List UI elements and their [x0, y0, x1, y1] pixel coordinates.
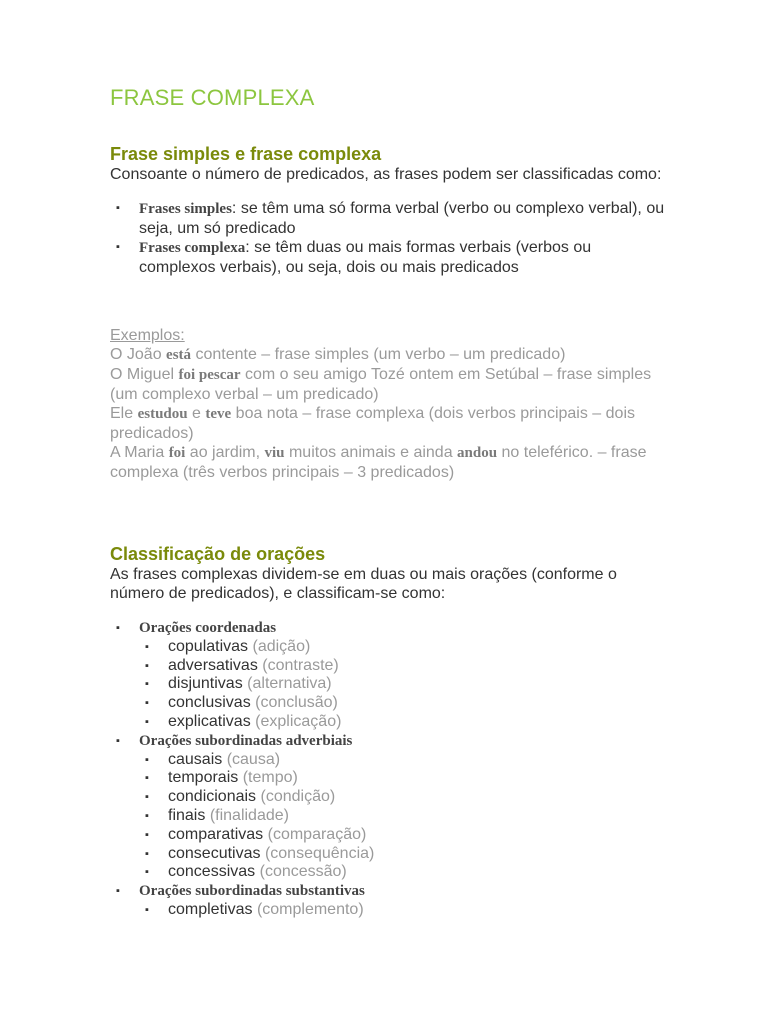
example-text: muitos animais e ainda	[284, 444, 458, 461]
definition-list	[110, 199, 670, 277]
clause-type-note: (contraste)	[262, 656, 339, 674]
clause-type	[139, 826, 670, 845]
clause-type	[139, 901, 670, 920]
bullet-marker: ▪	[116, 885, 120, 898]
clause-type-name: completivas	[168, 900, 253, 918]
clause-type-name: concessivas	[168, 863, 256, 881]
section-clause-classification	[110, 544, 670, 920]
example-text: O João	[110, 346, 167, 363]
example-verb: foi	[168, 445, 186, 461]
clause-tree	[110, 619, 670, 920]
clause-type-name: copulativas	[168, 637, 249, 655]
bullet-marker: ▪	[145, 678, 149, 691]
clause-type-name: conclusivas	[168, 694, 251, 712]
bullet-marker: ▪	[145, 828, 149, 841]
clause-type	[139, 657, 670, 676]
bullet-marker: ▪	[145, 697, 149, 710]
example-line	[110, 404, 670, 443]
clause-type-note: (concessão)	[259, 863, 347, 881]
clause-type-name: condicionais	[168, 788, 257, 806]
bullet-marker: ▪	[145, 847, 149, 860]
section-heading: Classificação de orações	[110, 544, 326, 564]
example-text: no teleférico. – frase complexa (três verbos principais – 3 predicados)	[110, 444, 647, 481]
section-intro: Consoante o número de predicados, as frases podem ser classificadas como:	[110, 166, 662, 183]
clause-type-name: consecutivas	[168, 844, 261, 862]
example-verb: estudou	[137, 406, 188, 422]
clause-type-name: temporais	[168, 769, 239, 787]
clause-group	[110, 619, 670, 732]
clause-type-note: (condição)	[260, 788, 336, 806]
clause-type	[139, 638, 670, 657]
clause-group	[110, 882, 670, 920]
clause-type-note: (conclusão)	[255, 694, 338, 712]
clause-type-note: (complemento)	[256, 900, 364, 918]
bullet-marker: ▪	[116, 622, 120, 634]
example-text: contente – frase simples (um verbo – um predicado)	[191, 346, 566, 363]
example-text: O Miguel	[110, 366, 179, 383]
example-verb: está	[166, 347, 192, 363]
clause-type	[139, 769, 670, 788]
bullet-marker: ▪	[145, 772, 149, 785]
clause-group-name: Orações subordinadas substantivas	[139, 883, 365, 900]
definition-item	[110, 238, 670, 277]
example-verb: teve	[205, 406, 232, 422]
example-verb: foi pescar	[178, 367, 241, 383]
definition-item	[110, 199, 670, 238]
clause-type	[139, 788, 670, 807]
clause-type-note: (adição)	[252, 637, 311, 655]
clause-group	[110, 732, 670, 882]
example-line	[110, 443, 670, 482]
clause-type-note: (causa)	[226, 750, 281, 768]
bullet-marker: ▪	[145, 659, 149, 672]
clause-type-name: finais	[168, 806, 206, 824]
section-simple-complex	[110, 144, 670, 277]
clause-type-name: explicativas	[168, 712, 251, 730]
example-text: e	[187, 405, 206, 422]
bullet-marker: ▪	[145, 753, 149, 766]
clause-type-note: (tempo)	[242, 769, 298, 787]
clause-type-note: (alternativa)	[247, 675, 332, 693]
example-text: ao jardim,	[185, 444, 265, 461]
definition-text: : se têm duas ou mais formas verbais (verbos ou complexos verbais), ou seja, dois ou mais predicados	[139, 239, 592, 276]
clause-type-note: (consequência)	[264, 844, 375, 862]
clause-type-list	[139, 751, 670, 883]
bullet-marker: ▪	[145, 809, 149, 822]
clause-type	[139, 863, 670, 882]
clause-type-note: (explicação)	[255, 712, 342, 730]
clause-type	[139, 751, 670, 770]
clause-type	[139, 713, 670, 732]
clause-type-list	[139, 638, 670, 732]
bullet-marker: ▪	[145, 640, 149, 653]
example-line	[110, 365, 670, 404]
definition-term: Frases complexa	[139, 240, 246, 256]
clause-type-name: disjuntivas	[168, 675, 243, 693]
bullet-marker: ▪	[116, 202, 120, 214]
clause-type	[139, 845, 670, 864]
bullet-marker: ▪	[116, 241, 120, 253]
clause-type	[139, 694, 670, 713]
examples-block	[110, 326, 670, 482]
section-heading: Frase simples e frase complexa	[110, 144, 382, 164]
clause-type-note: (finalidade)	[209, 806, 289, 824]
example-text: Ele	[110, 405, 138, 422]
clause-type	[139, 675, 670, 694]
examples-label: Exemplos:	[110, 327, 185, 344]
bullet-marker: ▪	[145, 715, 149, 728]
example-text: A Maria	[110, 444, 169, 461]
section-intro: As frases complexas dividem-se em duas ou mais orações (conforme o número de predicados), e classificam-se como:	[110, 566, 617, 602]
example-text: boa nota – frase complexa (dois verbos principais – dois predicados)	[110, 405, 635, 442]
clause-type-name: comparativas	[168, 825, 264, 843]
bullet-marker: ▪	[145, 903, 149, 916]
bullet-marker: ▪	[116, 734, 120, 747]
bullet-marker: ▪	[145, 791, 149, 804]
example-line	[110, 345, 670, 365]
page-title: FRASE COMPLEXA	[110, 85, 315, 110]
clause-type-list	[139, 901, 670, 920]
clause-type-name: causais	[168, 750, 223, 768]
clause-type	[139, 807, 670, 826]
clause-group-name: Orações coordenadas	[139, 620, 277, 636]
example-verb: viu	[264, 445, 285, 461]
bullet-marker: ▪	[145, 866, 149, 879]
clause-type-name: adversativas	[168, 656, 258, 674]
definition-text: : se têm uma só forma verbal (verbo ou complexo verbal), ou seja, um só predicado	[139, 200, 665, 237]
clause-type-note: (comparação)	[267, 825, 367, 843]
definition-term: Frases simples	[139, 201, 232, 217]
example-text: com o seu amigo Tozé ontem em Setúbal – frase simples (um complexo verbal – um predicado)	[110, 366, 652, 403]
example-verb: andou	[457, 445, 498, 461]
clause-group-name: Orações subordinadas adverbiais	[139, 732, 353, 749]
